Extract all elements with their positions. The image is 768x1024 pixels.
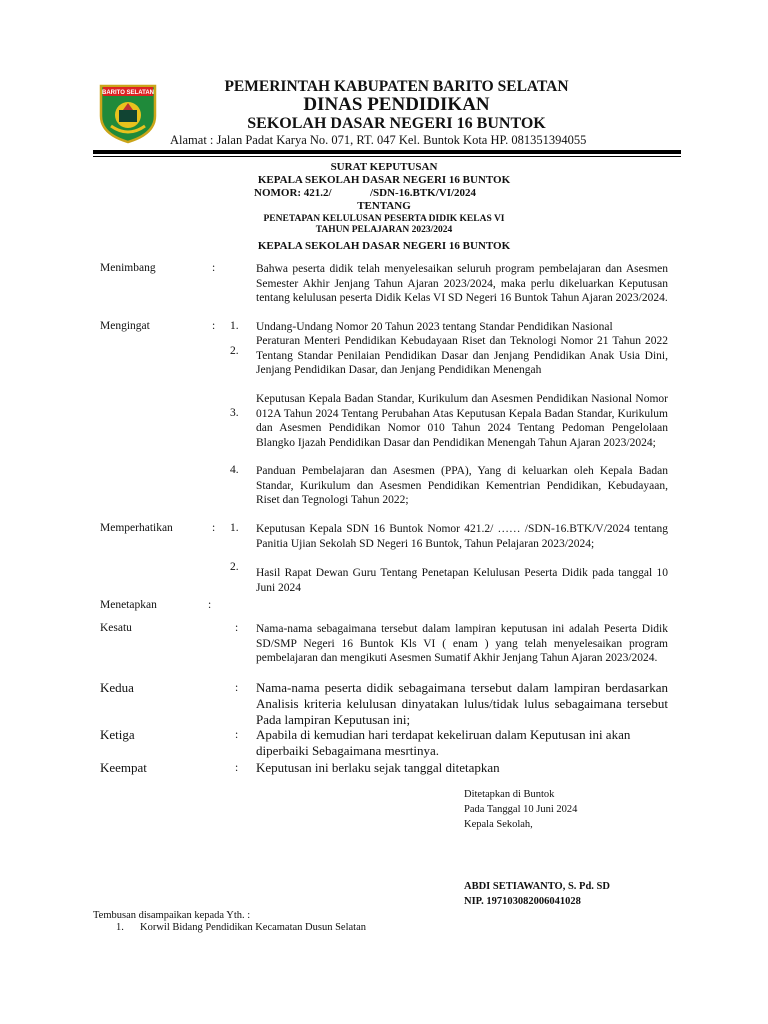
mengingat-num-4: 4. [230,464,239,476]
memperhatikan-num-1: 1. [230,522,239,534]
kop-agency: DINAS PENDIDIKAN [303,94,490,115]
menetapkan-label: Menetapkan [100,599,157,611]
mengingat-label: Mengingat [100,320,150,332]
mengingat-num-3: 3. [230,407,239,419]
decree-issuer-2: KEPALA SEKOLAH DASAR NEGERI 16 BUNTOK [257,240,511,252]
kesatu-text: Nama-nama sebagaimana tersebut dalam lampiran keputusan ini adalah Peserta Didik SD/SMP Negeri 16 Buntok Kls VI ( enam ) yang telah menyelesaikan program pembelajaran dan mengikuti Asesmen Sumatif Akhir Jenjang Tahun Ajaran 2023/2024. [256,623,668,664]
mengingat-item-1: Undang-Undang Nomor 20 Tahun 2023 tentang Standar Pendidikan Nasional [256,321,613,333]
tembusan-item-1: Korwil Bidang Pendidikan Kecamatan Dusun Selatan [140,922,366,933]
kop-government: PEMERINTAH KABUPATEN BARITO SELATAN [224,78,569,95]
mengingat-num-1: 1. [230,320,239,332]
signatory-nip: NIP. 197103082006041028 [464,896,581,907]
tembusan-num-1: 1. [116,922,124,933]
mengingat-item-3: Keputusan Kepala Badan Standar, Kurikulum dan Asesmen Pendidikan Nasional Nomor 012A Tahun 2024 Tentang Perubahan Atas Keputusan Kepala Badan Standar, Kurikulum dan Asesmen Pendidikan Nomor 010 Tahun 2024 Tentang Pedoman Pengelolaan Blangko Ijazah Pendidikan Dasar dan Pendidikan Menengah Tahun Ajaran 2023/2024; [256,393,668,449]
memperhatikan-item-2: Hasil Rapat Dewan Guru Tentang Penetapan Kelulusan Peserta Didik pada tanggal 10 Juni 2024 [256,567,668,594]
logo-caption: BARITO SELATAN [102,90,154,96]
kedua-label: Kedua [100,680,134,695]
letterhead-divider [93,150,681,154]
kedua-colon: : [235,682,239,694]
ketiga-text: Apabila di kemudian hari terdapat kekeliruan dalam Keputusan ini akan diperbaiki Sebagaimana mesrtinya. [256,727,631,758]
signature-role: Kepala Sekolah, [464,819,533,830]
decree-issuer: KEPALA SEKOLAH DASAR NEGERI 16 BUNTOK [257,174,511,186]
decree-number-code: /SDN-16.BTK/VI/2024 [370,187,477,199]
menimbang-colon: : [212,262,216,274]
mengingat-item-2: Peraturan Menteri Pendidikan Kebudayaan Riset dan Teknologi Nomor 21 Tahun 2022 Tentang Standar Penilaian Pendidikan Dasar dan Jenjang Pendidikan Anak Usia Dini, Jenjang Pendidikan Dasar, dan Jenjang Pendidikan Menengah [256,335,668,376]
decree-number-label: NOMOR: 421.2/ [254,187,332,199]
decree-subject-year: TAHUN PELAJARAN 2023/2024 [315,225,453,235]
memperhatikan-label: Memperhatikan [100,522,173,534]
tembusan-label: Tembusan disampaikan kepada Yth. : [93,910,251,921]
mengingat-item-4: Panduan Pembelajaran dan Asesmen (PPA), Yang di keluarkan oleh Kepala Badan Standar, Kurikulum dan Asesmen Pendidikan Kementrian Pendidikan, Kebudayaan, Riset dan Tegnologi Tahun 2022; [256,465,668,506]
memperhatikan-num-2: 2. [230,561,239,573]
kesatu-colon: : [235,622,239,634]
signature-date: Pada Tanggal 10 Juni 2024 [464,804,578,815]
ketiga-label: Ketiga [100,727,135,742]
kop-school: SEKOLAH DASAR NEGERI 16 BUNTOK [247,115,546,132]
kop-address: Alamat : Jalan Padat Karya No. 071, RT. 047 Kel. Buntok Kota HP. 081351394055 [170,133,587,147]
menimbang-text: Bahwa peserta didik telah menyelesaikan seluruh program pembelajaran dan Asesmen Semester Akhir Jenjang Tahun Ajaran 2023/2024, maka perlu dikeluarkan Keputusan tentang kelulusan peserta Didik Kelas VI SD Negeri 16 Buntok Tahun Ajaran 2023/2024. [256,263,668,304]
mengingat-colon: : [212,320,216,332]
decree-title: SURAT KEPUTUSAN [330,161,438,173]
decree-subject: PENETAPAN KELULUSAN PESERTA DIDIK KELAS VI [263,214,505,224]
keempat-label: Keempat [100,760,147,775]
ketiga-colon: : [235,729,239,741]
keempat-text: Keputusan ini berlaku sejak tanggal ditetapkan [256,760,500,775]
signatory-name: ABDI SETIAWANTO, S. Pd. SD [464,881,610,892]
decree-tentang: TENTANG [357,200,411,212]
memperhatikan-colon: : [212,522,216,534]
menetapkan-colon: : [208,599,212,611]
kesatu-label: Kesatu [100,622,132,634]
menimbang-label: Menimbang [100,262,156,274]
keempat-colon: : [235,762,239,774]
memperhatikan-item-1: Keputusan Kepala SDN 16 Buntok Nomor 421.2/ …… /SDN-16.BTK/V/2024 tentang Panitia Ujian Sekolah SD Negeri 16 Buntok, Tahun Pelajaran 2023/2024; [256,523,668,550]
kedua-text: Nama-nama peserta didik sebagaimana tersebut dalam lampiran berdasarkan Analisis kriteria kelulusan dinyatakan lulus/tidak lulus sebagaimana tersebut Pada lampiran Keputusan ini; [256,680,668,727]
letterhead-divider-thin [93,156,681,157]
mengingat-num-2: 2. [230,345,239,357]
signature-place: Ditetapkan di Buntok [464,789,555,800]
